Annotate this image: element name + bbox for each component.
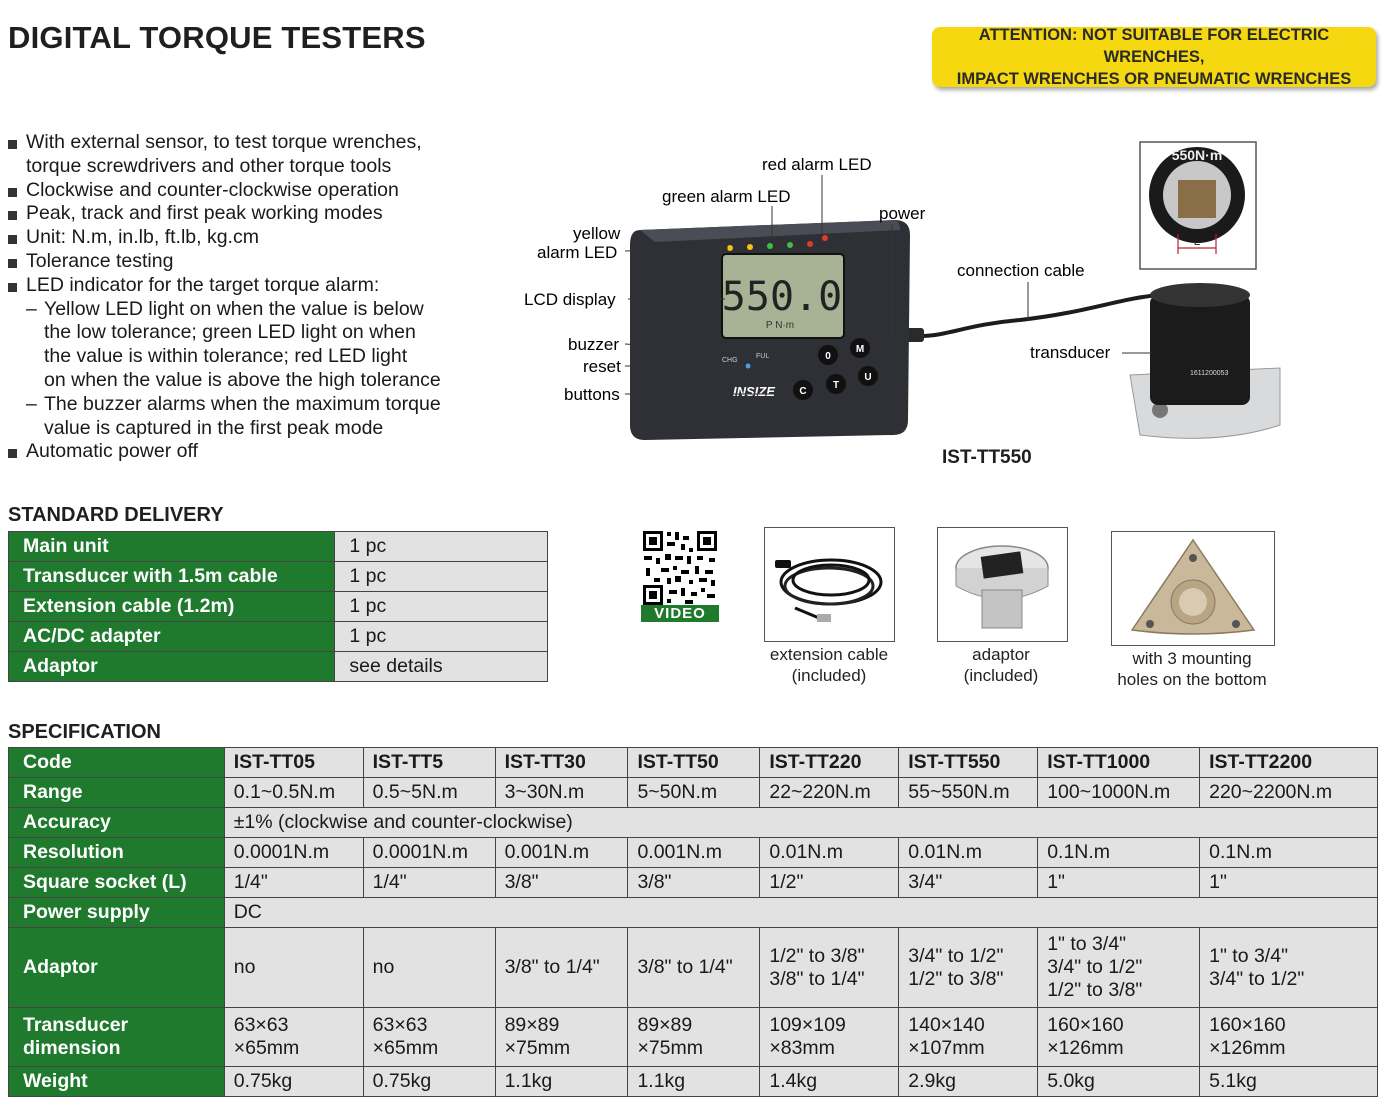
bullet-icon xyxy=(8,211,17,220)
row-header: Power supply xyxy=(9,898,225,928)
table-row xyxy=(9,622,548,652)
transducer-cell: 140×140 ×107mm xyxy=(899,1008,1038,1067)
bullet-icon xyxy=(8,283,17,292)
svg-text:M: M xyxy=(855,344,865,355)
reset-button[interactable] xyxy=(746,364,751,369)
bullet-icon xyxy=(8,259,17,268)
transducer-cell: 63×63 ×65mm xyxy=(363,1008,495,1067)
mounting-base-caption: with 3 mounting holes on the bottom xyxy=(1117,649,1267,689)
delivery-item: Extension cable (1.2m) xyxy=(9,592,335,622)
range-cell: 220~2200N.m xyxy=(1200,778,1378,808)
table-row xyxy=(9,1067,1378,1097)
svg-text:U: U xyxy=(864,372,872,383)
label-buzzer: buzzer xyxy=(568,335,620,354)
code-cell: IST-TT50 xyxy=(628,748,760,778)
specification-heading: SPECIFICATION xyxy=(8,721,161,743)
delivery-item: Adaptor xyxy=(9,652,335,682)
delivery-item: AC/DC adapter xyxy=(9,622,335,652)
feature-item: Automatic power off xyxy=(8,440,488,464)
row-header: Transducer dimension xyxy=(9,1008,225,1067)
video-label: VIDEO xyxy=(641,605,719,622)
connection-cable xyxy=(910,295,1160,336)
adaptor-cell: 1" to 3/4" 3/4" to 1/2" xyxy=(1200,928,1378,1008)
row-header: Weight xyxy=(9,1067,225,1097)
transducer-cell: 63×63 ×65mm xyxy=(224,1008,363,1067)
table-row xyxy=(9,532,548,562)
mounting-base-image xyxy=(1111,531,1275,646)
accuracy-cell: ±1% (clockwise and counter-clockwise) xyxy=(224,808,1377,838)
label-reset: reset xyxy=(583,357,621,376)
delivery-item: Transducer with 1.5m cable xyxy=(9,562,335,592)
button-t[interactable] xyxy=(826,374,846,394)
svg-text:0: 0 xyxy=(825,351,831,362)
adaptor-cell: no xyxy=(224,928,363,1008)
range-cell: 0.1~0.5N.m xyxy=(224,778,363,808)
button-c[interactable] xyxy=(793,380,813,400)
label-red-led: red alarm LED xyxy=(762,155,872,174)
weight-cell: 0.75kg xyxy=(363,1067,495,1097)
feature-item: Peak, track and first peak working modes xyxy=(8,202,488,226)
feature-item: Clockwise and counter-clockwise operation xyxy=(8,179,488,203)
full-indicator: FUL xyxy=(756,353,770,360)
transducer-top xyxy=(1150,283,1250,307)
adaptor-cell: 3/8" to 1/4" xyxy=(495,928,628,1008)
red-led-icon xyxy=(807,241,813,247)
socket-cell: 3/4" xyxy=(899,868,1038,898)
product-diagram xyxy=(500,130,1290,480)
dash-icon: – xyxy=(26,297,37,320)
green-led-icon xyxy=(787,242,793,248)
resolution-cell: 0.1N.m xyxy=(1038,838,1200,868)
weight-cell: 5.1kg xyxy=(1200,1067,1378,1097)
extension-cable-image xyxy=(764,527,895,642)
range-cell: 5~50N.m xyxy=(628,778,760,808)
specification-table xyxy=(8,747,1378,1097)
socket-cell: 1" xyxy=(1038,868,1200,898)
socket-marking: 550N·m xyxy=(1171,147,1223,163)
adaptor-icon xyxy=(938,528,1067,641)
table-row xyxy=(9,562,548,592)
cable-icon xyxy=(765,528,894,641)
feature-subitem-continuation: value is captured in the first peak mode xyxy=(44,416,384,439)
code-cell: IST-TT220 xyxy=(760,748,899,778)
delivery-qty: 1 pc xyxy=(335,622,548,652)
label-connection-cable: connection cable xyxy=(957,261,1085,280)
attention-line-2: IMPACT WRENCHES OR PNEUMATIC WRENCHES xyxy=(956,70,1352,88)
label-yellow-led-2: alarm LED xyxy=(537,243,618,262)
charge-indicator: CHG xyxy=(722,357,738,364)
feature-item: LED indicator for the target torque alarm: xyxy=(8,274,488,298)
label-green-led: green alarm LED xyxy=(662,187,791,206)
label-lcd-display: LCD display xyxy=(524,290,616,309)
bullet-icon xyxy=(8,449,17,458)
qr-code-icon xyxy=(641,529,719,607)
bullet-icon xyxy=(8,188,17,197)
adaptor-caption: adaptor (included) xyxy=(963,645,1039,685)
table-row xyxy=(9,592,548,622)
range-cell: 0.5~5N.m xyxy=(363,778,495,808)
table-row xyxy=(9,808,1378,838)
resolution-cell: 0.1N.m xyxy=(1200,838,1378,868)
brand-logo: INSIZE xyxy=(733,384,775,399)
bullet-icon xyxy=(8,235,17,244)
feature-subitem: – The buzzer alarms when the maximum torque xyxy=(26,392,441,415)
table-row xyxy=(9,928,1378,1008)
label-power: power xyxy=(879,204,926,223)
range-cell: 22~220N.m xyxy=(760,778,899,808)
row-header: Code xyxy=(9,748,225,778)
code-cell: IST-TT5 xyxy=(363,748,495,778)
adaptor-cell: no xyxy=(363,928,495,1008)
power-cell: DC xyxy=(224,898,1377,928)
mounting-base-icon xyxy=(1112,532,1274,645)
resolution-cell: 0.0001N.m xyxy=(363,838,495,868)
resolution-cell: 0.001N.m xyxy=(628,838,760,868)
adaptor-cell: 1" to 3/4" 3/4" to 1/2" 1/2" to 3/8" xyxy=(1038,928,1200,1008)
table-row xyxy=(9,778,1378,808)
attention-line-1: ATTENTION: NOT SUITABLE FOR ELECTRIC WRENCHES, xyxy=(978,26,1330,66)
feature-subitem: – Yellow LED light on when the value is below xyxy=(26,297,424,320)
delivery-qty: 1 pc xyxy=(335,562,548,592)
range-cell: 100~1000N.m xyxy=(1038,778,1200,808)
svg-text:T: T xyxy=(832,380,840,391)
feature-item: With external sensor, to test torque wrenches, xyxy=(8,131,488,155)
socket-dimension-label: L xyxy=(1193,234,1201,248)
resolution-cell: 0.01N.m xyxy=(760,838,899,868)
adaptor-cell: 1/2" to 3/8" 3/8" to 1/4" xyxy=(760,928,899,1008)
button-m[interactable] xyxy=(850,338,870,358)
bullet-icon xyxy=(8,140,17,149)
code-cell: IST-TT550 xyxy=(899,748,1038,778)
transducer-image xyxy=(1130,283,1280,438)
digital-tester-device xyxy=(630,220,910,440)
code-cell: IST-TT2200 xyxy=(1200,748,1378,778)
weight-cell: 1.4kg xyxy=(760,1067,899,1097)
page-title: DIGITAL TORQUE TESTERS xyxy=(8,20,426,55)
delivery-item: Main unit xyxy=(9,532,335,562)
button-u[interactable] xyxy=(858,366,878,386)
socket-closeup xyxy=(1140,142,1256,269)
socket-cell: 1/4" xyxy=(224,868,363,898)
transducer-cell: 89×89 ×75mm xyxy=(628,1008,760,1067)
svg-text:C: C xyxy=(799,386,807,397)
row-header: Adaptor xyxy=(9,928,225,1008)
weight-cell: 2.9kg xyxy=(899,1067,1038,1097)
adaptor-cell: 3/8" to 1/4" xyxy=(628,928,760,1008)
resolution-cell: 0.0001N.m xyxy=(224,838,363,868)
yellow-led-icon xyxy=(747,244,753,250)
table-row xyxy=(9,898,1378,928)
green-led-icon xyxy=(767,243,773,249)
standard-delivery-table xyxy=(8,531,548,682)
table-row xyxy=(9,838,1378,868)
row-header: Accuracy xyxy=(9,808,225,838)
model-label: IST-TT550 xyxy=(942,447,1032,468)
socket-cell: 1" xyxy=(1200,868,1378,898)
transducer-cell: 109×109 ×83mm xyxy=(760,1008,899,1067)
feature-item-continuation: torque screwdrivers and other torque tools xyxy=(26,154,392,177)
weight-cell: 5.0kg xyxy=(1038,1067,1200,1097)
row-header: Square socket (L) xyxy=(9,868,225,898)
label-transducer: transducer xyxy=(1030,343,1111,362)
delivery-qty: 1 pc xyxy=(335,592,548,622)
video-qr-code[interactable] xyxy=(641,529,719,623)
weight-cell: 0.75kg xyxy=(224,1067,363,1097)
weight-cell: 1.1kg xyxy=(495,1067,628,1097)
socket-cell: 3/8" xyxy=(628,868,760,898)
resolution-cell: 0.01N.m xyxy=(899,838,1038,868)
label-buttons: buttons xyxy=(564,385,620,404)
delivery-qty: see details xyxy=(335,652,548,682)
resolution-cell: 0.001N.m xyxy=(495,838,628,868)
code-cell: IST-TT05 xyxy=(224,748,363,778)
transducer-serial: 1611200053 xyxy=(1190,370,1229,377)
socket-cell: 1/4" xyxy=(363,868,495,898)
feature-subitem-continuation: on when the value is above the high tolerance xyxy=(44,368,441,391)
standard-delivery-heading: STANDARD DELIVERY xyxy=(8,504,224,526)
table-row xyxy=(9,1008,1378,1067)
range-cell: 55~550N.m xyxy=(899,778,1038,808)
row-header: Range xyxy=(9,778,225,808)
lcd-unit: P N·m xyxy=(765,320,795,331)
extension-cable-caption: extension cable (included) xyxy=(769,645,889,685)
transducer-cell: 160×160 ×126mm xyxy=(1200,1008,1378,1067)
table-row xyxy=(9,748,1378,778)
socket-cell: 1/2" xyxy=(760,868,899,898)
feature-subitem-continuation: the value is within tolerance; red LED light xyxy=(44,345,408,368)
transducer-cell: 89×89 ×75mm xyxy=(495,1008,628,1067)
weight-cell: 1.1kg xyxy=(628,1067,760,1097)
button-0[interactable] xyxy=(818,345,838,365)
adaptor-image xyxy=(937,527,1068,642)
transducer-cell: 160×160 ×126mm xyxy=(1038,1008,1200,1067)
range-cell: 3~30N.m xyxy=(495,778,628,808)
feature-item: Tolerance testing xyxy=(8,250,488,274)
table-row xyxy=(9,652,548,682)
feature-subitem-continuation: the low tolerance; green LED light on when xyxy=(44,321,416,344)
transducer-body xyxy=(1150,295,1250,405)
adaptor-cell: 3/4" to 1/2" 1/2" to 3/8" xyxy=(899,928,1038,1008)
feature-item: Unit: N.m, in.lb, ft.lb, kg.cm xyxy=(8,226,488,250)
attention-banner xyxy=(932,27,1376,87)
table-row xyxy=(9,868,1378,898)
feature-list xyxy=(8,131,488,464)
code-cell: IST-TT30 xyxy=(495,748,628,778)
label-yellow-led-1: yellow xyxy=(573,224,621,243)
code-cell: IST-TT1000 xyxy=(1038,748,1200,778)
lcd-value: 550.0 xyxy=(721,274,843,320)
dash-icon: – xyxy=(26,392,37,415)
socket-cell: 3/8" xyxy=(495,868,628,898)
delivery-qty: 1 pc xyxy=(335,532,548,562)
red-led-icon xyxy=(822,235,828,241)
row-header: Resolution xyxy=(9,838,225,868)
